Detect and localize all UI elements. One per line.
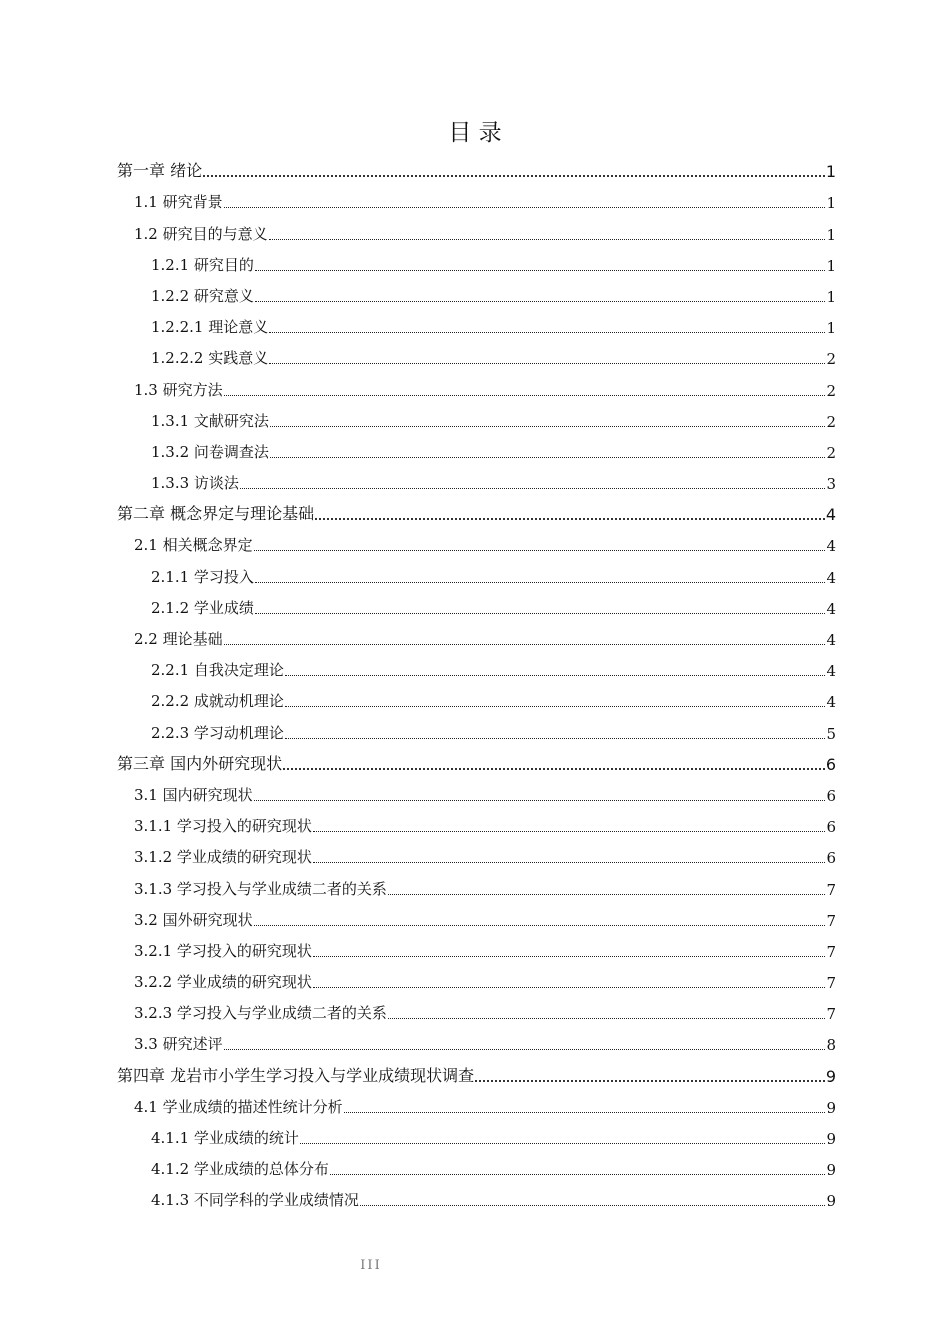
toc-section-entry[interactable]	[117, 468, 836, 499]
toc-entry-page-number: 4	[825, 505, 836, 525]
toc-entry-label: 3.2.3 学习投入与学业成绩二者的关系	[134, 1004, 387, 1023]
toc-entry-page-number: 9	[826, 1130, 836, 1148]
toc-section-entry[interactable]	[117, 343, 836, 374]
toc-section-entry[interactable]	[117, 187, 836, 218]
toc-entry-label: 3.3 研究述评	[134, 1035, 223, 1054]
dot-leader	[388, 894, 826, 895]
dot-leader	[313, 862, 826, 863]
toc-entry-label: 2.1.2 学业成绩	[151, 598, 254, 617]
toc-entry-page-number: 4	[826, 568, 836, 587]
toc-entry-label: 1.1 研究背景	[134, 193, 223, 212]
dot-leader	[255, 270, 826, 271]
toc-entry-page-number: 6	[826, 786, 836, 805]
toc-entry-page-number: 6	[826, 818, 836, 837]
dot-leader	[255, 613, 826, 614]
toc-section-entry[interactable]	[117, 406, 836, 437]
toc-entry-label: 第三章 国内外研究现状	[117, 753, 283, 773]
toc-entry-page-number: 4	[826, 631, 836, 649]
toc-entry-label: 4.1.3 不同学科的学业成绩情况	[151, 1191, 359, 1210]
dot-leader	[475, 1080, 825, 1082]
toc-section-entry[interactable]	[117, 686, 836, 717]
toc-section-entry[interactable]	[117, 780, 836, 811]
toc-entry-page-number: 1	[826, 225, 836, 244]
dot-leader	[315, 518, 825, 520]
toc-entry-page-number: 2	[826, 412, 836, 431]
toc-section-entry[interactable]	[117, 1123, 836, 1154]
toc-entry-page-number: 1	[826, 194, 836, 213]
toc-section-entry[interactable]	[117, 1185, 836, 1216]
toc-entry-label: 2.2.2 成就动机理论	[151, 692, 284, 711]
toc-entry-label: 1.3 研究方法	[134, 380, 223, 399]
dot-leader	[330, 1174, 826, 1175]
dot-leader	[224, 395, 826, 396]
toc-entry-page-number: 1	[826, 287, 836, 306]
toc-entry-page-number: 1	[825, 162, 836, 182]
toc-entry-page-number: 1	[826, 256, 836, 275]
dot-leader	[255, 582, 826, 583]
dot-leader	[254, 925, 826, 926]
toc-entry-label: 2.1.1 学习投入	[151, 567, 254, 586]
dot-leader	[300, 1143, 826, 1144]
toc-entry-page-number: 2	[826, 381, 836, 400]
toc-entry-page-number: 7	[826, 942, 836, 961]
toc-entry-label: 3.2.1 学习投入的研究现状	[134, 941, 312, 960]
toc-entry-page-number: 9	[826, 1192, 836, 1211]
toc-section-entry[interactable]	[117, 312, 836, 343]
dot-leader	[224, 644, 826, 645]
dot-leader	[270, 426, 826, 427]
toc-section-entry[interactable]	[117, 967, 836, 998]
dot-leader	[269, 239, 826, 240]
dot-leader	[313, 831, 826, 832]
toc-chapter-entry[interactable]	[117, 499, 836, 530]
dot-leader	[203, 175, 825, 177]
toc-entry-label: 1.2.2.2 实践意义	[151, 349, 269, 368]
toc-section-entry[interactable]	[117, 437, 836, 468]
toc-section-entry[interactable]	[117, 593, 836, 624]
toc-entry-page-number: 2	[826, 443, 836, 462]
toc-entry-page-number: 4	[826, 599, 836, 618]
toc-section-entry[interactable]	[117, 873, 836, 904]
dot-leader	[254, 550, 826, 551]
toc-section-entry[interactable]	[117, 655, 836, 686]
toc-section-entry[interactable]	[117, 998, 836, 1029]
toc-section-entry[interactable]	[117, 1154, 836, 1185]
toc-entry-label: 1.3.3 访谈法	[151, 474, 239, 493]
toc-chapter-entry[interactable]	[117, 749, 836, 780]
toc-entry-page-number: 1	[826, 319, 836, 338]
toc-section-entry[interactable]	[117, 1092, 836, 1123]
toc-section-entry[interactable]	[117, 250, 836, 281]
toc-entry-label: 3.2 国外研究现状	[134, 910, 253, 929]
toc-entry-label: 3.1 国内研究现状	[134, 785, 253, 804]
toc-entry-page-number: 7	[826, 880, 836, 899]
toc-chapter-entry[interactable]	[117, 1060, 836, 1091]
dot-leader	[224, 207, 826, 208]
toc-section-entry[interactable]	[117, 936, 836, 967]
toc-entry-page-number: 7	[826, 974, 836, 993]
toc-section-entry[interactable]	[117, 717, 836, 748]
toc-entry-label: 1.2.1 研究目的	[151, 255, 254, 274]
dot-leader	[255, 301, 826, 302]
toc-section-entry[interactable]	[117, 374, 836, 405]
toc-section-entry[interactable]	[117, 281, 836, 312]
toc-entry-label: 2.1 相关概念界定	[134, 536, 253, 555]
dot-leader	[269, 363, 825, 364]
toc-entry-label: 4.1.1 学业成绩的统计	[151, 1129, 299, 1147]
toc-entry-label: 3.1.3 学习投入与学业成绩二者的关系	[134, 879, 387, 898]
dot-leader	[285, 738, 826, 739]
toc-entry-page-number: 6	[826, 849, 836, 868]
dot-leader	[360, 1205, 826, 1206]
toc-section-entry[interactable]	[117, 842, 836, 873]
toc-entry-page-number: 9	[826, 1161, 836, 1180]
dot-leader	[254, 800, 826, 801]
toc-section-entry[interactable]	[117, 624, 836, 655]
toc-entry-label: 1.2.2.1 理论意义	[151, 318, 269, 337]
toc-section-entry[interactable]	[117, 1029, 836, 1060]
dot-leader	[313, 987, 826, 988]
toc-section-entry[interactable]	[117, 561, 836, 592]
toc-entry-label: 第一章 绪论	[117, 161, 203, 181]
dot-leader	[313, 956, 826, 957]
toc-entry-label: 4.1.2 学业成绩的总体分布	[151, 1160, 329, 1179]
dot-leader	[269, 332, 825, 333]
toc-entry-label: 1.3.1 文献研究法	[151, 411, 269, 430]
toc-section-entry[interactable]	[117, 530, 836, 561]
toc-entry-page-number: 4	[826, 537, 836, 556]
toc-entry-label: 3.2.2 学业成绩的研究现状	[134, 973, 312, 992]
toc-entry-label: 2.2.3 学习动机理论	[151, 723, 284, 742]
toc-chapter-entry[interactable]	[117, 156, 836, 187]
toc-section-entry[interactable]	[117, 218, 836, 249]
toc-entry-label: 2.2.1 自我决定理论	[151, 661, 284, 680]
toc-entry-page-number: 9	[826, 1098, 836, 1117]
toc-section-entry[interactable]	[117, 905, 836, 936]
toc-entry-label: 3.1.2 学业成绩的研究现状	[134, 848, 312, 867]
toc-entry-page-number: 3	[826, 475, 836, 494]
toc-entry-page-number: 7	[826, 911, 836, 930]
page-footer-number: III	[360, 1258, 382, 1273]
toc-section-entry[interactable]	[117, 811, 836, 842]
toc-entry-label: 1.2.2 研究意义	[151, 286, 254, 305]
toc-entry-page-number: 6	[825, 754, 836, 774]
toc-entry-page-number: 2	[826, 350, 836, 369]
dot-leader	[224, 1049, 826, 1050]
dot-leader	[285, 675, 826, 676]
toc-title: 目 录	[448, 120, 502, 146]
table-of-contents	[117, 156, 836, 1216]
toc-entry-page-number: 9	[825, 1066, 836, 1086]
toc-entry-page-number: 7	[826, 1005, 836, 1024]
toc-entry-label: 1.3.2 问卷调查法	[151, 442, 269, 461]
dot-leader	[285, 706, 826, 707]
toc-entry-page-number: 5	[826, 724, 836, 743]
toc-entry-label: 1.2 研究目的与意义	[134, 224, 268, 243]
toc-entry-label: 3.1.1 学习投入的研究现状	[134, 817, 312, 836]
toc-entry-page-number: 4	[826, 662, 836, 681]
dot-leader	[388, 1018, 826, 1019]
dot-leader	[240, 488, 826, 489]
toc-entry-label: 4.1 学业成绩的描述性统计分析	[134, 1097, 343, 1116]
toc-entry-label: 第二章 概念界定与理论基础	[117, 504, 315, 524]
toc-entry-page-number: 8	[826, 1036, 836, 1055]
toc-entry-label: 2.2 理论基础	[134, 630, 223, 648]
toc-entry-label: 第四章 龙岩市小学生学习投入与学业成绩现状调查	[117, 1065, 475, 1085]
toc-entry-page-number: 4	[826, 693, 836, 712]
dot-leader	[344, 1112, 826, 1113]
dot-leader	[283, 768, 825, 770]
dot-leader	[270, 457, 826, 458]
